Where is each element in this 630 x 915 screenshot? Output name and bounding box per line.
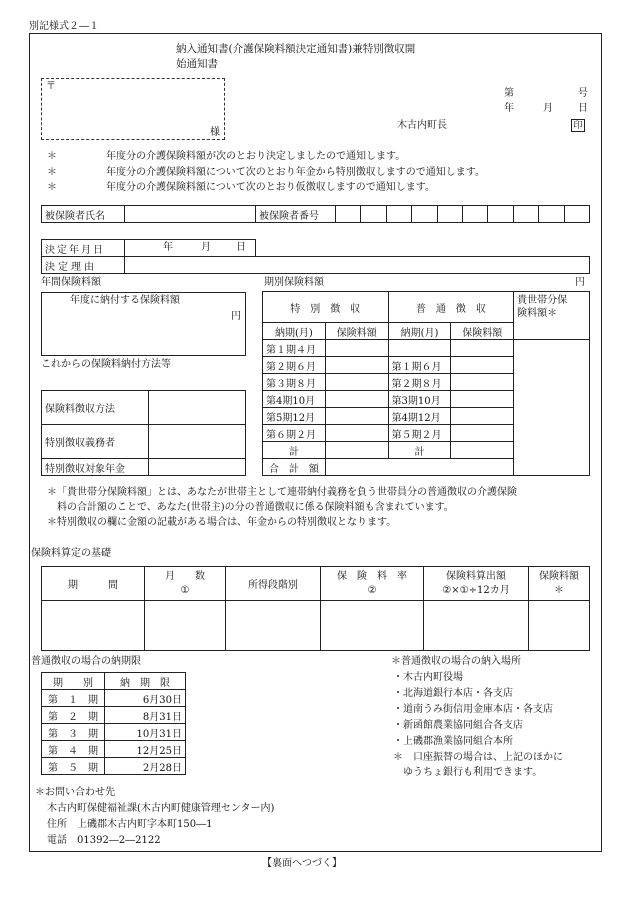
deadline-header-date: 納 期 限 bbox=[105, 673, 186, 690]
deadline-date: 2月28日 bbox=[105, 758, 186, 775]
future-method-label: これからの保険料納付方法等 bbox=[41, 359, 171, 370]
basis-cell bbox=[321, 601, 424, 651]
basis-cell bbox=[145, 601, 226, 651]
special-term: 第5期12月 bbox=[263, 408, 326, 425]
special-term: 第６期２月 bbox=[263, 425, 326, 442]
decision-month-unit: 月 bbox=[201, 242, 211, 253]
deadline-date: 12月25日 bbox=[105, 741, 186, 758]
insured-number-digit bbox=[539, 206, 564, 223]
special-amount bbox=[325, 408, 388, 425]
household-premium-value bbox=[514, 340, 590, 476]
special-amount bbox=[325, 374, 388, 391]
account-transfer-note-line1: ＊ 口座振替の場合は、上記のほかに bbox=[393, 752, 563, 763]
withholding-agent-value bbox=[149, 425, 246, 459]
withholding-agent-label: 特別徴収義務者 bbox=[42, 425, 149, 459]
periodic-premium-yen: 円 bbox=[575, 277, 585, 288]
collection-method-table bbox=[41, 390, 246, 476]
insured-name-label: 被保険者氏名 bbox=[42, 206, 125, 223]
basis-header-rate-l1: 保 険 料 率 bbox=[337, 571, 407, 582]
normal-term: 第５期２月 bbox=[388, 425, 451, 442]
insured-number-digit bbox=[412, 206, 437, 223]
special-term: 第4期10月 bbox=[263, 391, 326, 408]
address-box bbox=[41, 78, 225, 140]
normal-col-amount: 保険料額 bbox=[451, 323, 514, 340]
deadline-title: 普通徴収の場合の納期限 bbox=[31, 656, 141, 667]
contact-organization: 木古内町保健福祉課(木古内町健康管理センター内) bbox=[47, 803, 275, 814]
payment-place: ・北海道銀行本店・各支店 bbox=[393, 688, 513, 699]
continued-on-back: 【裏面へつづく】 bbox=[262, 858, 342, 869]
basis-table bbox=[41, 566, 590, 651]
deadline-term: 第 ２ 期 bbox=[42, 707, 105, 724]
basis-header-premium bbox=[529, 567, 590, 601]
special-col-term: 納期(月) bbox=[263, 323, 326, 340]
decision-date-label: 決定年月日 bbox=[42, 240, 125, 257]
basis-header-premium-l2: ＊ bbox=[554, 584, 564, 596]
basis-header-months bbox=[145, 567, 226, 601]
special-term: 第２期６月 bbox=[263, 357, 326, 374]
special-subtotal-value bbox=[325, 442, 388, 459]
insured-number-digit bbox=[386, 206, 411, 223]
insured-number-digit bbox=[462, 206, 487, 223]
normal-amount-blank bbox=[451, 340, 514, 357]
normal-amount bbox=[451, 425, 514, 442]
honorific-sama: 様 bbox=[210, 126, 220, 138]
special-collection-note: ＊特別徴収の欄に金額の記載がある場合は、年金からの特別徴収となります。 bbox=[47, 517, 397, 528]
decision-blank bbox=[256, 240, 590, 257]
account-transfer-note-line2: ゆうちょ銀行も利用できます。 bbox=[403, 767, 543, 778]
special-amount bbox=[325, 340, 388, 357]
payment-place: ・道南うみ街信用金庫本店・各支店 bbox=[393, 704, 553, 715]
notice-mark-3: ＊ bbox=[47, 182, 57, 193]
household-note-line1: ＊「貴世帯分保険料額」とは、あなたが世帯主として連帯納付義務を負う世帯員分の普通徴収の介護保険 bbox=[47, 487, 517, 498]
contact-title: ＊お問い合わせ先 bbox=[35, 787, 115, 798]
basis-cell bbox=[424, 601, 529, 651]
basis-header-calc-l2: ②×①÷12カ月 bbox=[442, 584, 510, 596]
notice-text-2: 年度分の介護保険料額について次のとおり年金から特別徴収しますので通知します。 bbox=[106, 167, 485, 178]
date-day: 日 bbox=[578, 103, 588, 114]
insured-number-label: 被保険者番号 bbox=[256, 206, 336, 223]
basis-header-calc-l1: 保険料算出額 bbox=[446, 571, 506, 582]
special-amount bbox=[325, 357, 388, 374]
payment-places-title: ＊普通徴収の場合の納入場所 bbox=[391, 656, 521, 667]
insured-number-digit bbox=[336, 206, 361, 223]
normal-term: 第１期６月 bbox=[388, 357, 451, 374]
postal-mark: 〒 bbox=[46, 81, 56, 92]
normal-term: 第4期12月 bbox=[388, 408, 451, 425]
basis-cell bbox=[529, 601, 590, 651]
normal-amount bbox=[451, 374, 514, 391]
basis-cell bbox=[42, 601, 145, 651]
annual-premium-box bbox=[41, 292, 246, 356]
basis-title: 保険料算定の基礎 bbox=[31, 548, 111, 559]
seal-stamp: 印 bbox=[571, 119, 585, 132]
decision-reason-value bbox=[125, 257, 590, 274]
contact-address: 住所 上磯郡木古内町字本町150―1 bbox=[47, 819, 213, 830]
normal-amount bbox=[451, 391, 514, 408]
deadline-table bbox=[41, 672, 186, 775]
basis-header-months-l2: ① bbox=[180, 584, 190, 596]
payment-place: ・新函館農業協同組合各支店 bbox=[393, 720, 523, 731]
document-title-line1: 納入通知書(介護保険料額決定通知書)兼特別徴収開 bbox=[176, 43, 416, 55]
household-header-line1: 貴世帯分保 bbox=[517, 295, 568, 306]
normal-term-blank bbox=[388, 340, 451, 357]
basis-header-income-level: 所得段階別 bbox=[226, 567, 321, 601]
normal-subtotal-value bbox=[451, 442, 514, 459]
normal-amount bbox=[451, 357, 514, 374]
deadline-date: 6月30日 bbox=[105, 690, 186, 707]
date-month: 月 bbox=[543, 103, 553, 114]
insured-number-digit bbox=[361, 206, 386, 223]
decision-day-unit: 日 bbox=[236, 242, 246, 253]
periodic-premium-table bbox=[262, 291, 590, 476]
insured-number-digit bbox=[564, 206, 589, 223]
normal-subtotal-label: 計 bbox=[388, 442, 451, 459]
normal-amount bbox=[451, 408, 514, 425]
notice-mark-2: ＊ bbox=[47, 167, 57, 178]
collection-method-value bbox=[149, 391, 246, 425]
form-number: 別記様式２―１ bbox=[29, 21, 99, 32]
number-dai: 第 bbox=[504, 88, 514, 99]
insured-name-value bbox=[125, 206, 256, 223]
household-note-line2: 料の合計額のことで、あなた(世帯主)の分の普通徴収に係る保険料額も含まれています。 bbox=[57, 502, 454, 513]
date-year: 年 bbox=[504, 103, 514, 114]
basis-header-rate bbox=[321, 567, 424, 601]
insured-number-digit bbox=[513, 206, 538, 223]
insured-info-table bbox=[41, 205, 590, 223]
basis-header-calc bbox=[424, 567, 529, 601]
payment-place: ・木古内町役場 bbox=[393, 672, 463, 683]
special-term: 第１期４月 bbox=[263, 340, 326, 357]
periodic-premium-label: 期別保険料額 bbox=[264, 277, 324, 288]
issuer-name: 木古内町長 bbox=[397, 120, 447, 131]
basis-header-period: 期 間 bbox=[42, 567, 145, 601]
notice-text-1: 年度分の介護保険料額が次のとおり決定しましたので通知します。 bbox=[106, 151, 406, 162]
insured-number-digit bbox=[437, 206, 462, 223]
normal-col-term: 納期(月) bbox=[388, 323, 451, 340]
notice-mark-1: ＊ bbox=[47, 151, 57, 162]
decision-date-value bbox=[125, 240, 256, 257]
special-amount bbox=[325, 391, 388, 408]
decision-year-unit: 年 bbox=[163, 242, 173, 253]
basis-cell bbox=[226, 601, 321, 651]
document-title-line2: 始通知書 bbox=[176, 58, 218, 70]
household-header-line2: 険料額＊ bbox=[517, 308, 558, 319]
contact-phone: 電話 01392―2―2122 bbox=[47, 835, 161, 846]
target-pension-label: 特別徴収対象年金 bbox=[42, 459, 149, 476]
decision-table bbox=[41, 239, 590, 274]
deadline-term: 第 ４ 期 bbox=[42, 741, 105, 758]
deadline-term: 第 ３ 期 bbox=[42, 724, 105, 741]
basis-header-rate-l2: ② bbox=[367, 584, 377, 596]
normal-collection-header: 普 通 徴 収 bbox=[388, 292, 514, 323]
grand-total-value bbox=[325, 459, 513, 476]
number-go: 号 bbox=[578, 88, 588, 99]
special-col-amount: 保険料額 bbox=[325, 323, 388, 340]
annual-premium-yen: 円 bbox=[231, 311, 241, 322]
deadline-header-term: 期 別 bbox=[42, 673, 105, 690]
grand-total-label: 合 計 額 bbox=[263, 459, 326, 476]
collection-method-label: 保険料徴収方法 bbox=[42, 391, 149, 425]
household-premium-header bbox=[514, 292, 590, 340]
deadline-term: 第 １ 期 bbox=[42, 690, 105, 707]
special-collection-header: 特 別 徴 収 bbox=[263, 292, 389, 323]
annual-premium-label: 年間保険料額 bbox=[41, 277, 101, 288]
deadline-date: 10月31日 bbox=[105, 724, 186, 741]
insured-number-digit bbox=[488, 206, 513, 223]
special-amount bbox=[325, 425, 388, 442]
payment-place: ・上磯郡漁業協同組合本所 bbox=[393, 736, 513, 747]
normal-term: 第3期10月 bbox=[388, 391, 451, 408]
basis-header-months-l1: 月 数 bbox=[165, 571, 205, 582]
normal-term: 第２期８月 bbox=[388, 374, 451, 391]
special-subtotal-label: 計 bbox=[263, 442, 326, 459]
basis-header-premium-l1: 保険料額 bbox=[539, 571, 579, 582]
annual-premium-text: 年度に納付する保険料額 bbox=[70, 295, 180, 306]
target-pension-value bbox=[149, 459, 246, 476]
decision-reason-label: 決定理由 bbox=[42, 257, 125, 274]
notice-text-3: 年度分の介護保険料額について次のとおり仮徴収しますので通知します。 bbox=[106, 182, 435, 193]
deadline-term: 第 ５ 期 bbox=[42, 758, 105, 775]
special-term: 第３期８月 bbox=[263, 374, 326, 391]
deadline-date: 8月31日 bbox=[105, 707, 186, 724]
